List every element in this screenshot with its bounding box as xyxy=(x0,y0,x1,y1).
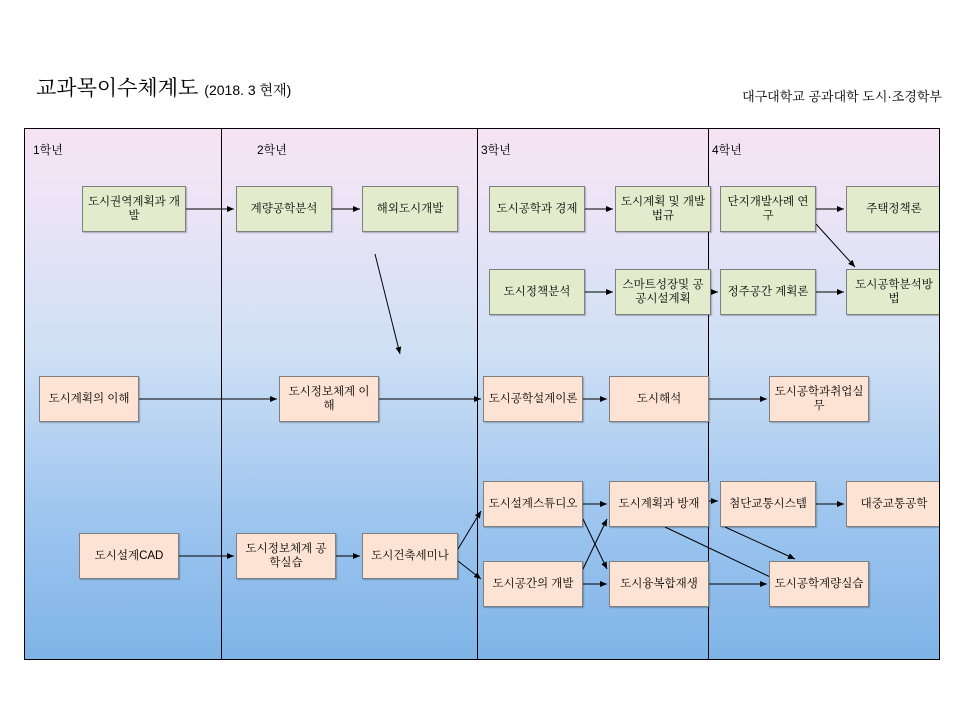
course-node-n23[interactable]: 도시건축세미나 xyxy=(362,533,458,579)
year-label-1: 1학년 xyxy=(33,143,63,157)
year-label-4: 4학년 xyxy=(712,143,742,157)
curriculum-chart-frame xyxy=(24,128,940,660)
course-node-n18[interactable]: 도시계획과 방재 xyxy=(609,481,709,527)
course-node-n9[interactable]: 스마트성장및 공공시설계획 xyxy=(615,269,711,315)
course-node-n24[interactable]: 도시공간의 개발 xyxy=(483,561,583,607)
course-node-n13[interactable]: 도시정보체계 이해 xyxy=(279,376,379,422)
arrow-n24-to-n18 xyxy=(583,519,607,569)
course-node-n7[interactable]: 주택정책론 xyxy=(846,186,940,232)
course-node-n17[interactable]: 도시설계스튜디오 xyxy=(483,481,583,527)
year-label-2: 2학년 xyxy=(257,143,287,157)
year-label-3: 3학년 xyxy=(481,143,511,157)
course-node-n8[interactable]: 도시정책분석 xyxy=(489,269,585,315)
course-node-n4[interactable]: 도시공학과 경제 xyxy=(489,186,585,232)
course-node-n6[interactable]: 단지개발사례 연구 xyxy=(720,186,816,232)
course-node-n26[interactable]: 도시공학계량실습 xyxy=(769,561,869,607)
course-node-n1[interactable]: 도시권역계획과 개발 xyxy=(82,186,186,232)
course-node-n21[interactable]: 도시설계CAD xyxy=(79,533,179,579)
arrow-n19-to-n26 xyxy=(725,527,795,559)
page-title-subtitle: (2018. 3 현재) xyxy=(204,82,292,98)
department-label: 대구대학교 공과대학 도시·조경학부 xyxy=(742,89,942,104)
course-node-n10[interactable]: 정주공간 계획론 xyxy=(720,269,816,315)
column-divider-1 xyxy=(221,129,222,659)
course-node-n16[interactable]: 도시공학과취업실무 xyxy=(769,376,869,422)
arrow-n3-to-n13 xyxy=(375,254,400,354)
course-node-n5[interactable]: 도시계획 및 개발법규 xyxy=(615,186,711,232)
course-node-n11[interactable]: 도시공학분석방법 xyxy=(846,269,940,315)
course-node-n12[interactable]: 도시계획의 이해 xyxy=(39,376,139,422)
course-node-n25[interactable]: 도시융복합재생 xyxy=(609,561,709,607)
page-title xyxy=(36,72,291,102)
course-node-n3[interactable]: 해외도시개발 xyxy=(362,186,458,232)
course-node-n20[interactable]: 대중교통공학 xyxy=(846,481,940,527)
course-node-n14[interactable]: 도시공학설계이론 xyxy=(483,376,583,422)
course-node-n15[interactable]: 도시해석 xyxy=(609,376,709,422)
course-node-n2[interactable]: 계량공학분석 xyxy=(236,186,332,232)
page-title-main: 교과목이수체계도 xyxy=(36,77,199,100)
arrow-n17-to-n25 xyxy=(583,519,607,569)
course-node-n19[interactable]: 첨단교통시스템 xyxy=(720,481,816,527)
course-node-n22[interactable]: 도시정보체계 공학실습 xyxy=(236,533,336,579)
column-divider-2 xyxy=(477,129,478,659)
